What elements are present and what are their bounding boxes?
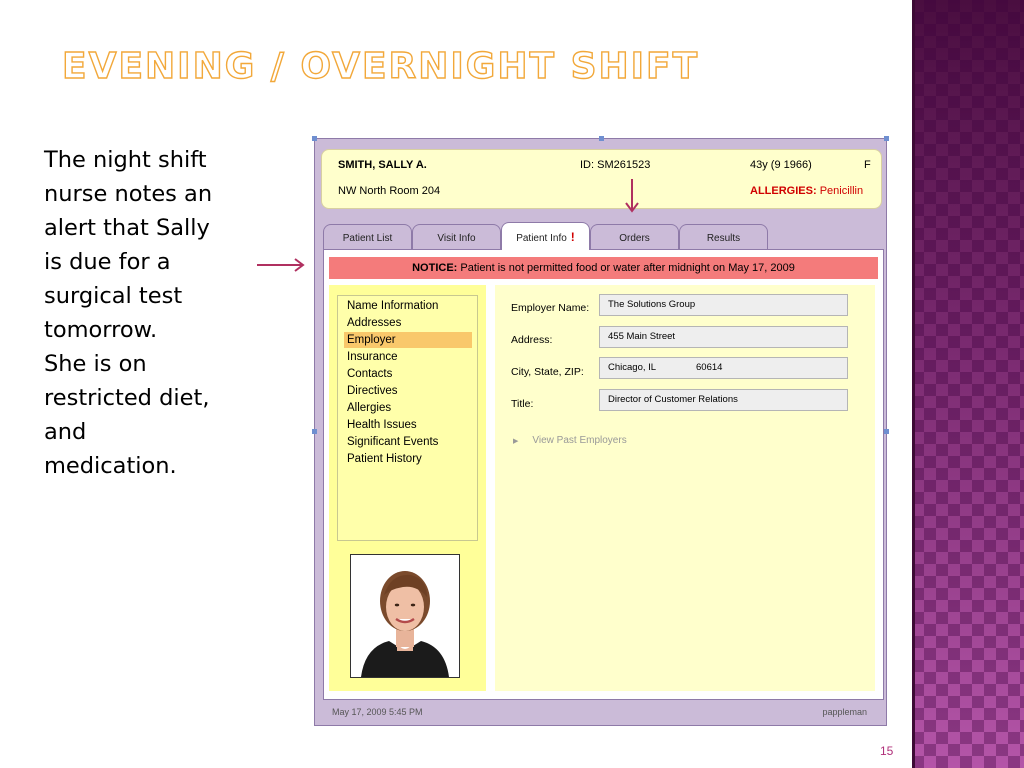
tab-label: Results <box>706 233 741 244</box>
tab-patient-list[interactable] <box>323 224 412 250</box>
patient-id <box>580 159 650 171</box>
body-line: restricted diet, <box>44 385 210 411</box>
allergies <box>750 185 863 197</box>
nav-item-name-information[interactable]: Name Information <box>347 300 439 312</box>
footer-datetime: May 17, 2009 5:45 PM <box>332 707 423 717</box>
body-line: medication. <box>44 453 177 479</box>
section-nav <box>337 295 478 541</box>
right-arrow-icon <box>255 256 307 274</box>
view-past-employers-link[interactable] <box>513 435 627 446</box>
body-line: nurse notes an <box>44 181 213 207</box>
patient-sex: F <box>864 159 871 171</box>
selection-handle <box>884 429 889 434</box>
patient-age: 43y (9 1966) <box>750 159 812 171</box>
selection-handle <box>312 136 317 141</box>
nav-item-addresses[interactable]: Addresses <box>347 317 402 329</box>
selection-handle <box>884 136 889 141</box>
employer-name-field[interactable]: The Solutions Group <box>599 294 848 316</box>
patient-location: NW North Room 204 <box>338 185 441 197</box>
title-label: Title: <box>511 398 534 410</box>
page-number: 15 <box>880 744 894 758</box>
nav-item-directives[interactable]: Directives <box>347 385 398 397</box>
notice-banner <box>329 257 878 279</box>
selection-handle <box>599 136 604 141</box>
city-state-zip-label: City, State, ZIP: <box>511 366 584 378</box>
body-line: and <box>44 419 87 445</box>
nav-item-insurance[interactable]: Insurance <box>347 351 398 363</box>
decorative-side-band <box>912 0 1024 768</box>
body-line: tomorrow. <box>44 317 158 343</box>
allergies-value: Penicillin <box>819 185 864 197</box>
nav-item-contacts[interactable]: Contacts <box>347 368 393 380</box>
tab-patient-info[interactable] <box>501 222 590 250</box>
nav-item-patient-history[interactable]: Patient History <box>347 453 422 465</box>
body-line: The night shift <box>44 147 207 173</box>
address-label: Address: <box>511 334 553 346</box>
patient-name: SMITH, SALLY A. <box>338 159 427 171</box>
tab-content <box>323 249 884 700</box>
left-panel <box>329 285 486 691</box>
notice-text: Patient is not permitted food or water after midnight on May 17, 2009 <box>460 262 795 274</box>
patient-id-label: ID: <box>580 159 595 171</box>
nav-item-employer[interactable]: Employer <box>344 332 472 348</box>
allergies-label: ALLERGIES: <box>750 185 817 197</box>
patient-portrait-image <box>351 555 459 677</box>
body-line: She is on <box>44 351 147 377</box>
tab-orders[interactable] <box>590 224 679 250</box>
city-state-zip-field[interactable] <box>599 357 848 379</box>
body-line: alert that Sally <box>44 215 210 241</box>
address-field[interactable]: 455 Main Street <box>599 326 848 348</box>
slide-title: EVENING / OVERNIGHT SHIFT <box>62 46 700 87</box>
tab-results[interactable] <box>679 224 768 250</box>
side-band-edge <box>912 0 915 768</box>
view-past-employers-label: View Past Employers <box>532 435 627 446</box>
expand-triangle-icon: ▶ <box>513 438 519 445</box>
nav-item-significant-events[interactable]: Significant Events <box>347 436 439 448</box>
emr-screenshot <box>314 138 887 726</box>
employer-form <box>495 285 875 691</box>
title-field[interactable]: Director of Customer Relations <box>599 389 848 411</box>
body-line: surgical test <box>44 283 183 309</box>
footer-username: pappleman <box>822 707 867 717</box>
tab-label: Orders <box>619 233 650 244</box>
slide-body-text <box>44 143 254 483</box>
tab-label: Patient Info <box>516 233 567 244</box>
patient-photo <box>350 554 460 678</box>
patient-header <box>321 149 882 209</box>
employer-name-label: Employer Name: <box>511 302 590 314</box>
tab-label: Visit Info <box>437 233 476 244</box>
selection-handle <box>312 429 317 434</box>
tab-label: Patient List <box>342 233 393 244</box>
tab-visit-info[interactable] <box>412 224 501 250</box>
down-arrow-icon <box>624 178 640 216</box>
patient-id-value: SM261523 <box>597 159 651 171</box>
alert-icon: ! <box>570 230 575 244</box>
nav-item-health-issues[interactable]: Health Issues <box>347 419 417 431</box>
nav-item-allergies[interactable]: Allergies <box>347 402 392 414</box>
body-line: is due for a <box>44 249 171 275</box>
zip-value: 60614 <box>696 362 723 373</box>
city-value: Chicago, IL <box>608 362 657 373</box>
notice-label: NOTICE: <box>412 262 458 274</box>
